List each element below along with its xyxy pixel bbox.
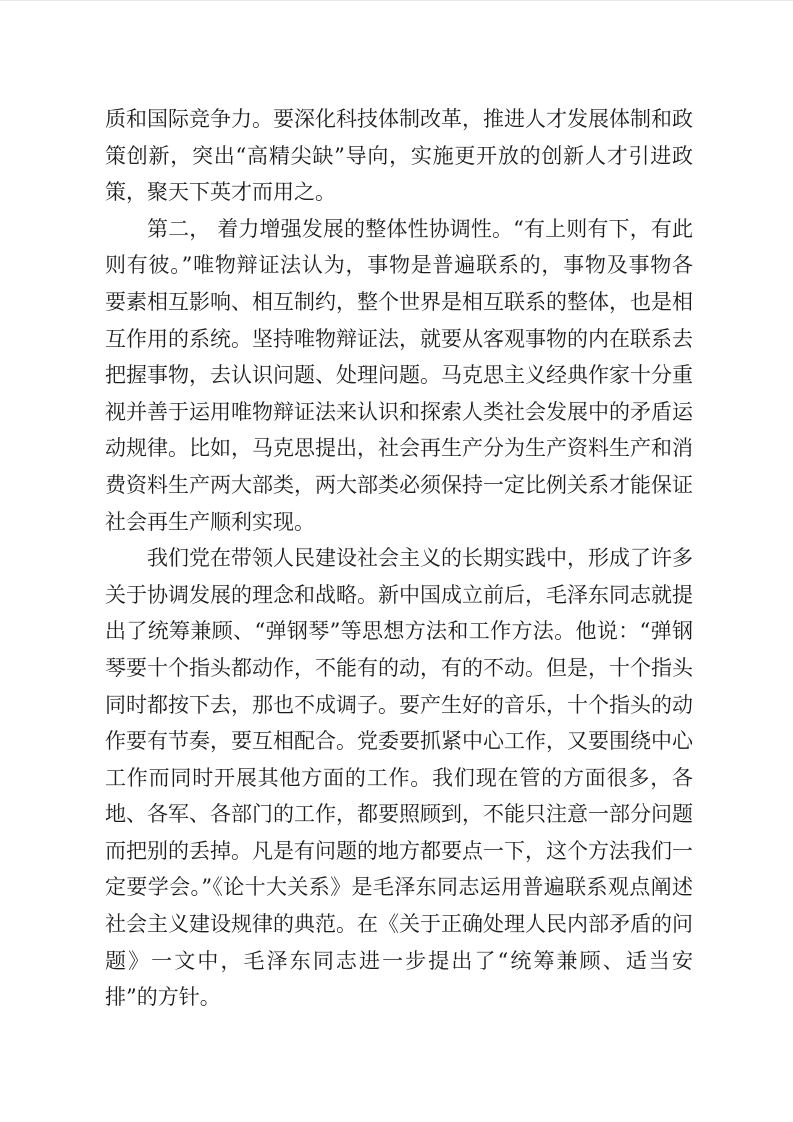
document-body-text [105, 101, 693, 1016]
paragraph-coordinated-development: 我们党在带领人民建设社会主义的长期实践中，形成了许多关于协调发展的理念和战略。新中国成立前后，毛泽东同志就提出了统筹兼顾、“弹钢琴”等思想方法和工作方法。他说：“弹钢琴要十个指头都动作，不能有的动，有的不动。但是，十个指头同时都按下去，那也不成调子。要产生好的音乐，十个指头的动作要有节奏，要互相配合。党委要抓紧中心工作，又要围绕中心工作而同时开展其他方面的工作。我们现在管的方面很多，各地、各军、各部门的工作，都要照顾到，不能只注意一部分问题而把别的丢掉。凡是有问题的地方都要点一下，这个方法我们一定要学会。”《论十大关系》是毛泽东同志运用普遍联系观点阐述社会主义建设规律的典范。在《关于正确处理人民内部矛盾的问题》一文中，毛泽东同志进一步提出了“统筹兼顾、适当安排”的方针。 [105, 546, 693, 1010]
paragraph-continuation: 质和国际竞争力。要深化科技体制改革，推进人才发展体制和政策创新，突出“高精尖缺”导向，实施更开放的创新人才引进政策，聚天下英才而用之。 [105, 107, 693, 205]
paragraph-second-point: 第二， 着力增强发展的整体性协调性。“有上则有下，有此则有彼。”唯物辩证法认为，事物是普遍联系的，事物及事物各要素相互影响、相互制约，整个世界是相互联系的整体，也是相互作用的系统。坚持唯物辩证法，就要从客观事物的内在联系去把握事物，去认识问题、处理问题。马克思主义经典作家十分重视并善于运用唯物辩证法来认识和探索人类社会发展中的矛盾运动规律。比如，马克思提出，社会再生产分为生产资料生产和消费资料生产两大部类，两大部类必须保持一定比例关系才能保证社会再生产顺利实现。 [105, 216, 693, 534]
